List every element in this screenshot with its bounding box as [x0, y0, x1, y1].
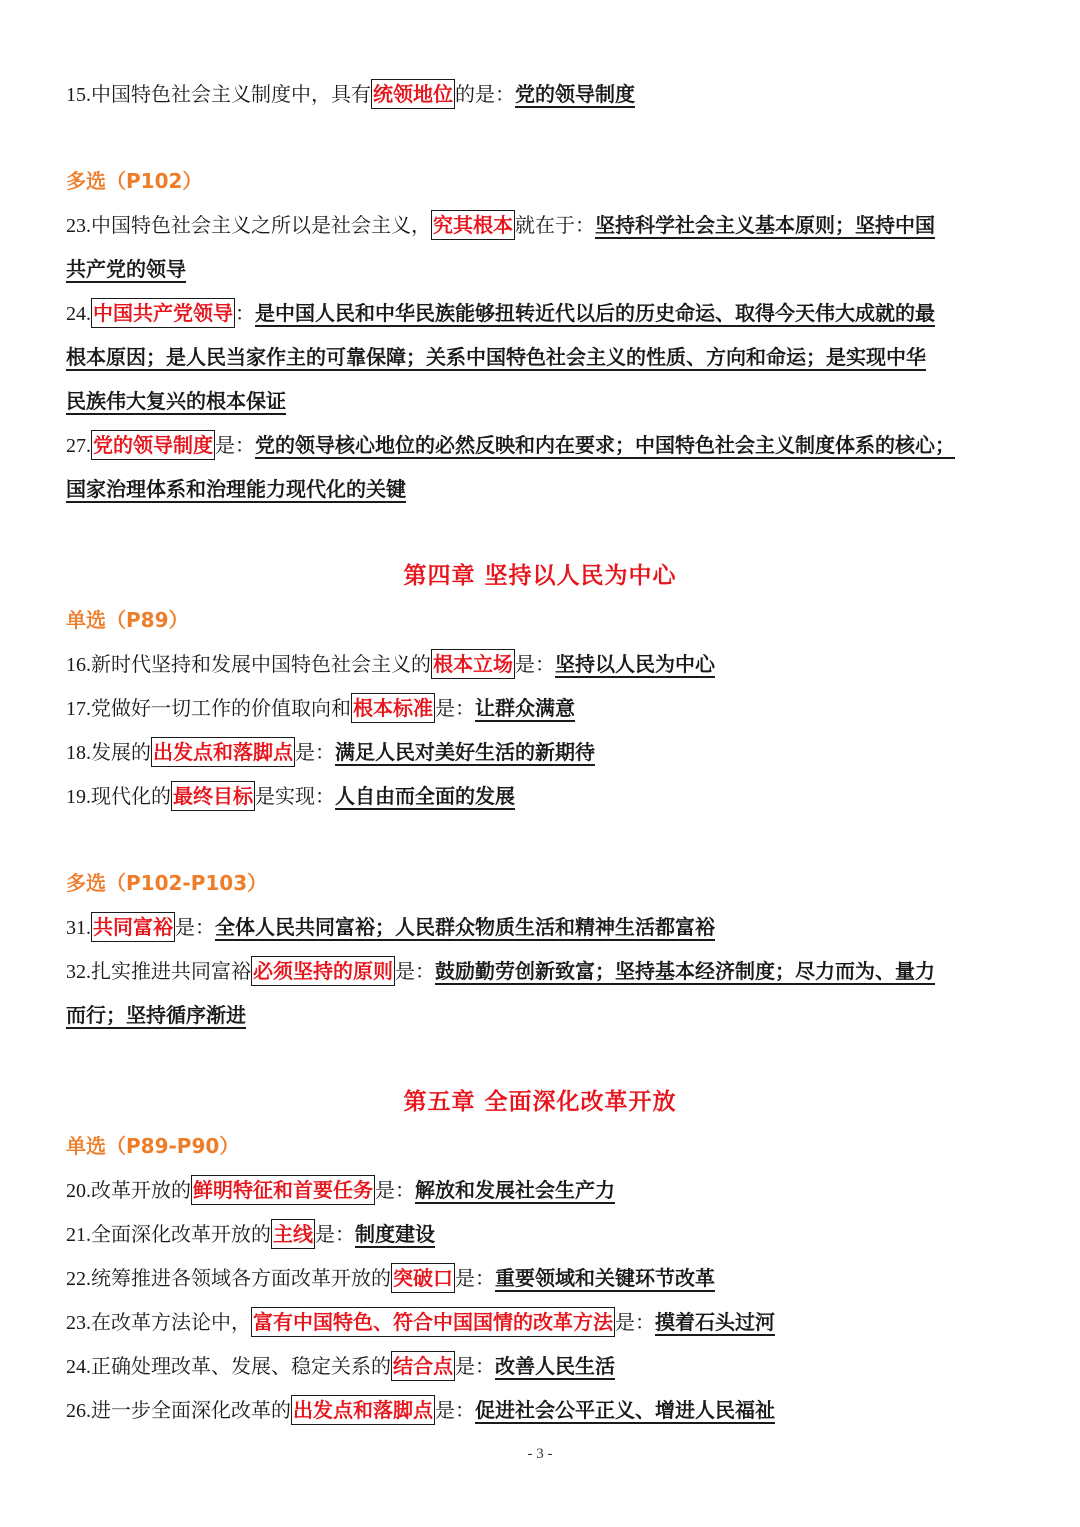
question-27-cont: [66, 467, 1014, 511]
question-text: 就在于：: [515, 213, 595, 237]
question-text: 是：: [455, 1354, 495, 1378]
question-number: 15.: [66, 84, 91, 106]
keyword-box: 统领地位: [371, 79, 455, 109]
question-number: 16.: [66, 654, 91, 676]
question-18: [66, 730, 1014, 774]
question-17: [66, 686, 1014, 730]
question-text: 是：: [175, 915, 215, 939]
question-text: 是：: [315, 1222, 355, 1246]
answer-text: 鼓励勤劳创新致富；坚持基本经济制度；尽力而为、量力: [435, 959, 935, 983]
answer-text: 重要领域和关键环节改革: [495, 1266, 715, 1290]
question-24: [66, 291, 1014, 335]
question-number: 32.: [66, 961, 91, 983]
question-text: 扎实推进共同富裕: [91, 959, 251, 983]
question-23b: [66, 1300, 1014, 1344]
answer-text: 根本原因；是人民当家作主的可靠保障；关系中国特色社会主义的性质、方向和命运；是实现中华: [66, 345, 926, 369]
question-text: 进一步全面深化改革的: [91, 1398, 291, 1422]
question-text: 是：: [615, 1310, 655, 1334]
chapter-title-5: 第五章 全面深化改革开放: [403, 1089, 677, 1115]
answer-text: 解放和发展社会生产力: [415, 1178, 615, 1202]
answer-text: 党的领导核心地位的必然反映和内在要求；中国特色社会主义制度体系的核心；: [255, 433, 955, 457]
question-24-cont2: [66, 379, 1014, 423]
question-16: [66, 642, 1014, 686]
keyword-box: 突破口: [391, 1263, 455, 1293]
keyword-box: 党的领导制度: [91, 430, 215, 460]
section-label-single: 单选（P89-P90）: [66, 1134, 240, 1158]
keyword-box: 出发点和落脚点: [291, 1395, 435, 1425]
question-number: 19.: [66, 786, 91, 808]
question-number: 24.: [66, 303, 91, 325]
answer-text: 党的领导制度: [515, 82, 635, 106]
answer-text: 坚持科学社会主义基本原则；坚持中国: [595, 213, 935, 237]
keyword-box: 根本标准: [351, 693, 435, 723]
keyword-box: 必须坚持的原则: [251, 956, 395, 986]
answer-text: 是中国人民和中华民族能够扭转近代以后的历史命运、取得今天伟大成就的最: [255, 301, 935, 325]
answer-text: 满足人民对美好生活的新期待: [335, 740, 595, 764]
question-number: 26.: [66, 1400, 91, 1422]
question-text: 新时代坚持和发展中国特色社会主义的: [91, 652, 431, 676]
question-15: [66, 72, 1014, 116]
question-number: 24.: [66, 1356, 91, 1378]
question-number: 18.: [66, 742, 91, 764]
answer-text: 人自由而全面的发展: [335, 784, 515, 808]
question-32: [66, 949, 1014, 993]
question-19: [66, 774, 1014, 818]
question-23: [66, 203, 1014, 247]
question-27: [66, 423, 1014, 467]
answer-text: 摸着石头过河: [655, 1310, 775, 1334]
keyword-box: 出发点和落脚点: [151, 737, 295, 767]
question-number: 27.: [66, 435, 91, 457]
question-text: ：: [235, 301, 255, 325]
answer-text: 民族伟大复兴的根本保证: [66, 389, 286, 413]
answer-text: 共产党的领导: [66, 257, 186, 281]
section-label-multi: 多选（P102）: [66, 169, 203, 193]
question-text: 现代化的: [91, 784, 171, 808]
question-24b: [66, 1344, 1014, 1388]
question-text: 是：: [395, 959, 435, 983]
keyword-box: 结合点: [391, 1351, 455, 1381]
answer-text: 让群众满意: [475, 696, 575, 720]
chapter-title-4: 第四章 坚持以人民为中心: [403, 563, 677, 589]
question-number: 31.: [66, 917, 91, 939]
page-number: - 3 -: [527, 1446, 553, 1462]
keyword-box: 主线: [271, 1219, 315, 1249]
question-text: 是：: [375, 1178, 415, 1202]
question-text: 是：: [215, 433, 255, 457]
page-content: [66, 72, 1014, 1432]
question-text: 发展的: [91, 740, 151, 764]
keyword-box: 鲜明特征和首要任务: [191, 1175, 375, 1205]
question-number: 21.: [66, 1224, 91, 1246]
keyword-box: 最终目标: [171, 781, 255, 811]
question-text: 中国特色社会主义制度中，具有: [91, 82, 371, 106]
question-text: 是：: [435, 1398, 475, 1422]
question-24-cont: [66, 335, 1014, 379]
question-text: 是：: [455, 1266, 495, 1290]
keyword-box: 中国共产党领导: [91, 298, 235, 328]
answer-text: 全体人民共同富裕；人民群众物质生活和精神生活都富裕: [215, 915, 715, 939]
question-text: 中国特色社会主义之所以是社会主义，: [91, 213, 431, 237]
question-20: [66, 1168, 1014, 1212]
question-21: [66, 1212, 1014, 1256]
question-23-cont: [66, 247, 1014, 291]
question-text: 全面深化改革开放的: [91, 1222, 271, 1246]
question-text: 统筹推进各领域各方面改革开放的: [91, 1266, 391, 1290]
question-text: 改革开放的: [91, 1178, 191, 1202]
question-number: 23.: [66, 215, 91, 237]
question-text: 在改革方法论中，: [91, 1310, 251, 1334]
question-text: 是实现：: [255, 784, 335, 808]
section-label-single: 单选（P89）: [66, 608, 189, 632]
question-text: 党做好一切工作的价值取向和: [91, 696, 351, 720]
question-number: 17.: [66, 698, 91, 720]
question-number: 23.: [66, 1312, 91, 1334]
answer-text: 改善人民生活: [495, 1354, 615, 1378]
keyword-box: 共同富裕: [91, 912, 175, 942]
question-26: [66, 1388, 1014, 1432]
question-31: [66, 905, 1014, 949]
keyword-box: 根本立场: [431, 649, 515, 679]
question-number: 20.: [66, 1180, 91, 1202]
question-text: 是：: [515, 652, 555, 676]
answer-text: 坚持以人民为中心: [555, 652, 715, 676]
question-32-cont: [66, 993, 1014, 1037]
answer-text: 制度建设: [355, 1222, 435, 1246]
keyword-box: 富有中国特色、符合中国国情的改革方法: [251, 1307, 615, 1337]
question-text: 是：: [295, 740, 335, 764]
question-text: 是：: [435, 696, 475, 720]
section-label-multi: 多选（P102-P103）: [66, 871, 268, 895]
question-text: 的是：: [455, 82, 515, 106]
question-22: [66, 1256, 1014, 1300]
question-number: 22.: [66, 1268, 91, 1290]
keyword-box: 究其根本: [431, 210, 515, 240]
answer-text: 而行；坚持循序渐进: [66, 1003, 246, 1027]
answer-text: 促进社会公平正义、增进人民福祉: [475, 1398, 775, 1422]
answer-text: 国家治理体系和治理能力现代化的关键: [66, 477, 406, 501]
question-text: 正确处理改革、发展、稳定关系的: [91, 1354, 391, 1378]
